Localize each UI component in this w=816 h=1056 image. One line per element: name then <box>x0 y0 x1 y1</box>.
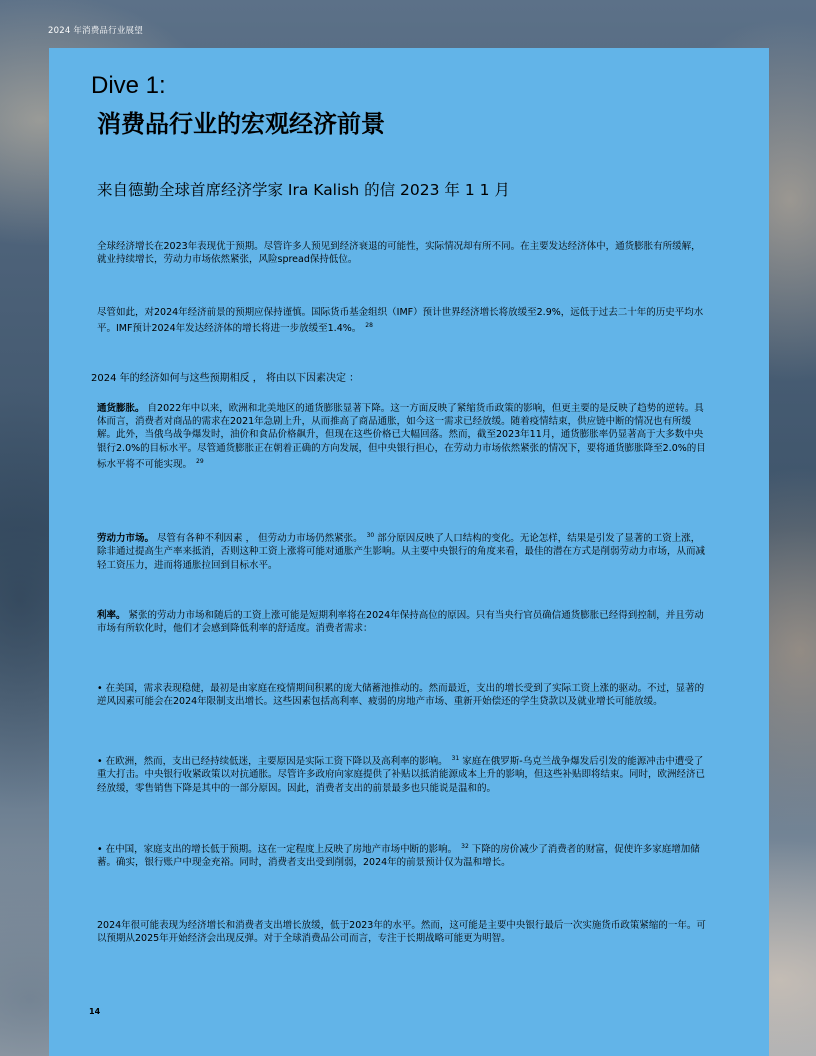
footnote-ref: 32 <box>461 843 469 850</box>
bullet-text: 下降的房价减少了消费者的财富，促使许多家庭增加储蓄。确实，银行账户中现金充裕。同时，消费者支出受到削弱，2024年的前景预计仅为温和增长。 <box>97 844 700 869</box>
paragraph-text: 2024年很可能表现为经济增长和消费者支出增长放缓，低于2023年的水平。然而，这可能是主要中央银行最后一次实施货币政策紧缩的一年。可以预期从2025年开始经济会出现反弹。对于全球消费品公司而言，专注于长期战略可能更为明智。 <box>97 920 706 945</box>
bullet-text: • 在美国，需求表现稳健，最初是由家庭在疫情期间积累的庞大储蓄池推动的。然而最近，支出的增长受到了实际工资上涨的驱动。不过，显著的逆风因素可能会在2024年限制支出增长。这些因素包括高利率、疲弱的房地产市场、重新开始偿还的学生贷款以及就业增长可能放缓。 <box>97 683 705 708</box>
paragraph-labor <box>97 529 709 572</box>
footnote-ref: 30 <box>366 532 375 539</box>
paragraph-closing <box>97 919 709 945</box>
bullet-text: • 在欧洲，然而，支出已经持续低迷，主要原因是实际工资下降以及高利率的影响。 <box>97 756 448 768</box>
paragraph-inflation <box>97 402 709 471</box>
footnote-ref: 29 <box>196 457 204 465</box>
bullet-china <box>97 840 709 870</box>
content-panel <box>49 48 769 1056</box>
running-header: 2024 年消费品行业展望 <box>48 26 143 36</box>
paragraph-text: 自2022年中以来，欧洲和北美地区的通货膨胀显著下降。这一方面反映了紧缩货币政策的影响，但更主要的是反映了趋势的逆转。具体而言，消费者对商品的需求在2021年急剧上升，从而推高了商品通胀，如今这一需求已经放缓。随着疫情结束，供应链中断的情况也有所缓解。此外，当俄乌战争爆发时，油价和食品价格飙升，但现在这些价格已大幅回落。然而，截至2023年11月，通货膨胀率仍显著高于大多数中央银行2.0%的目标水平。尽管通货膨胀正在朝着正确的方向发展，但中央银行担心，在劳动力市场依然紧张的情况下，要将通货膨胀降至2.0%的目标水平将不可能实现。 <box>97 403 706 470</box>
footnote-ref: 31 <box>451 755 460 762</box>
page-number: 14 <box>89 1007 101 1016</box>
rates-heading: 利率。 <box>97 610 126 621</box>
paragraph-text: 全球经济增长在2023年表现优于预期。尽管许多人预见到经济衰退的可能性，实际情况却有所不同。在主要发达经济体中，通货膨胀有所缓解，就业持续增长，劳动力市场依然紧张，风险spread保持低位。 <box>97 241 701 266</box>
inflation-heading: 通货膨胀。 <box>97 403 145 414</box>
paragraph-rates <box>97 609 709 635</box>
paragraph-outlook <box>97 306 709 336</box>
paragraph-text: 尽管如此，对2024年经济前景的预期应保持谨慎。国际货币基金组织（IMF）预计世界经济增长将放缓至2.9%，远低于过去二十年的历史平均水平。IMF预计2024年发达经济体的增长将进一步放缓至1.4%。 <box>97 307 704 335</box>
page-title: 消费品行业的宏观经济前景 <box>97 110 385 138</box>
factors-intro: 2024 年的经济如何与这些预期相反 ， 将由以下因素决定 ： <box>91 373 360 384</box>
labor-heading: 劳动力市场。 <box>97 533 155 545</box>
paragraph-text: 紧张的劳动力市场和随后的工资上涨可能是短期利率将在2024年保持高位的原因。只有当央行官员确信通货膨胀已经得到控制，并且劳动市场有所软化时，他们才会感到降低利率的舒适度。消费者需求： <box>97 610 704 635</box>
bullet-text: 家庭在俄罗斯-乌克兰战争爆发后引发的能源冲击中遭受了重大打击。中央银行收紧政策以对抗通胀。尽管许多政府向家庭提供了补贴以抵消能源成本上升的影响，但这些补贴即将结束。同时，欧洲经济已经放缓，零售销售下降是其中的一部分原因。因此，消费者支出的前景最多也只能说是温和的。 <box>97 756 706 794</box>
bullet-europe <box>97 752 709 795</box>
bullet-us <box>97 682 709 708</box>
paragraph-growth <box>97 240 709 266</box>
letter-subtitle: 来自德勤全球首席经济学家 Ira Kalish 的信 2023 年 1 1 月 <box>97 181 510 199</box>
dive-label: Dive 1: <box>91 72 166 99</box>
bullet-text: • 在中国，家庭支出的增长低于预期。这在一定程度上反映了房地产市场中断的影响。 <box>97 844 458 856</box>
footnote-ref: 28 <box>365 322 373 330</box>
paragraph-text: 部分原因反映了人口结构的变化。无论怎样，结果是引发了显著的工资上涨，除非通过提高生产率来抵消，否则这种工资上涨将可能对通胀产生影响。从主要中央银行的角度来看，最佳的潜在方式是削弱劳动力市场，从而减轻工资压力，进而将通胀拉回到目标水平。 <box>97 533 706 571</box>
paragraph-text: 尽管有各种不利因素 ， 但劳动力市场仍然紧张。 <box>157 533 363 545</box>
